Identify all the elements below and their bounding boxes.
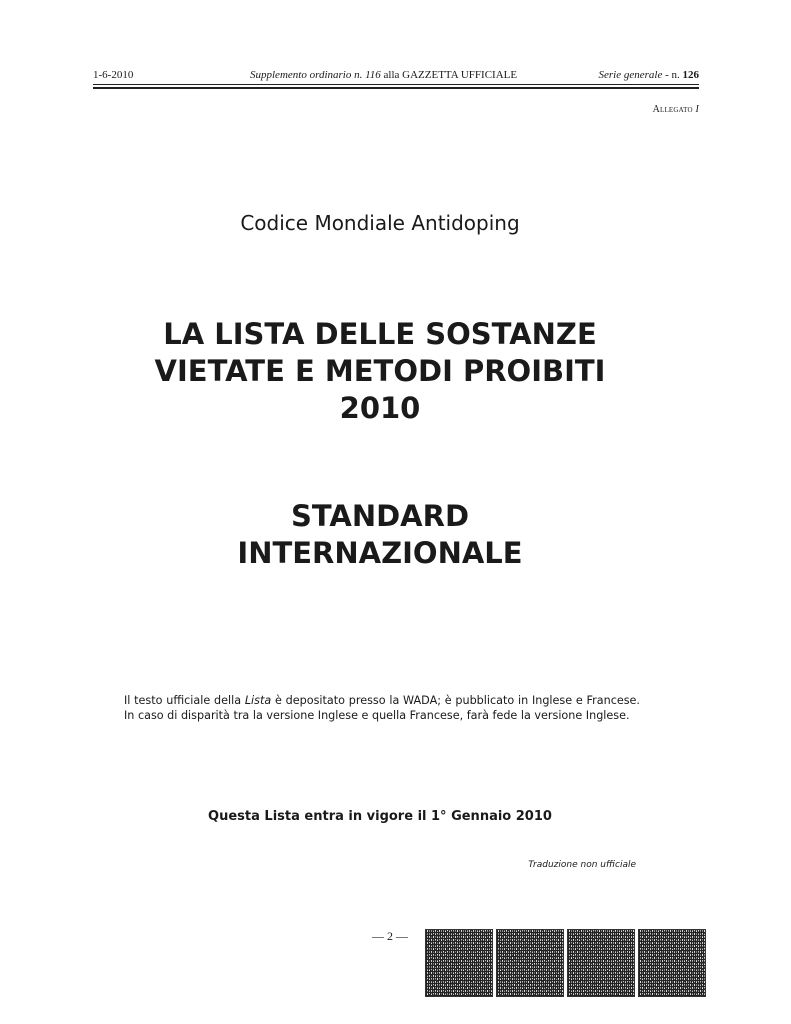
translation-note: Traduzione non ufficiale [528, 860, 636, 870]
effective-date: Questa Lista entra in vigore il 1° Gennaio 2010 [208, 809, 552, 824]
code-block [425, 929, 493, 997]
title-line: 2010 [339, 391, 421, 425]
header-series [598, 69, 699, 81]
title-line: LA LISTA DELLE SOSTANZE [163, 317, 597, 351]
code-block [638, 929, 706, 997]
header-publication [250, 69, 517, 81]
series-label: Serie generale [598, 69, 663, 81]
note-text-italic: Lista [244, 694, 272, 707]
page-number: — 2 — [372, 929, 408, 943]
title-line: VIETATE E METODI PROIBITI [154, 354, 606, 388]
supplement-number: 116 [365, 69, 381, 81]
official-text-note [124, 693, 640, 723]
standard-line: INTERNAZIONALE [237, 536, 523, 570]
supplement-suffix: alla GAZZETTA UFFICIALE [383, 69, 518, 81]
header-rule-thin [93, 84, 699, 85]
document-title [0, 316, 760, 427]
supplement-prefix: Supplemento ordinario n. [250, 69, 363, 81]
header-date: 1-6-2010 [93, 69, 134, 81]
series-number: 126 [682, 69, 699, 81]
document-subtitle: Codice Mondiale Antidoping [240, 211, 520, 235]
code-block [496, 929, 564, 997]
note-text-before: Il testo ufficiale della [124, 694, 245, 707]
page-header [93, 69, 699, 85]
datamatrix-code [425, 929, 706, 997]
standard-line: STANDARD [290, 499, 470, 533]
code-block [567, 929, 635, 997]
annex-word: Allegato [652, 104, 693, 115]
standard-heading [0, 498, 760, 572]
header-rule-thick [93, 87, 699, 89]
annex-label [653, 104, 699, 115]
note-text-after: è depositato presso la WADA; è pubblicato in Inglese e Francese. In caso di disparità tra la versione Inglese e quella Francese, farà fede la versione Inglese. [124, 694, 640, 722]
annex-number: I [695, 104, 699, 115]
series-sep: - n. [665, 69, 680, 81]
